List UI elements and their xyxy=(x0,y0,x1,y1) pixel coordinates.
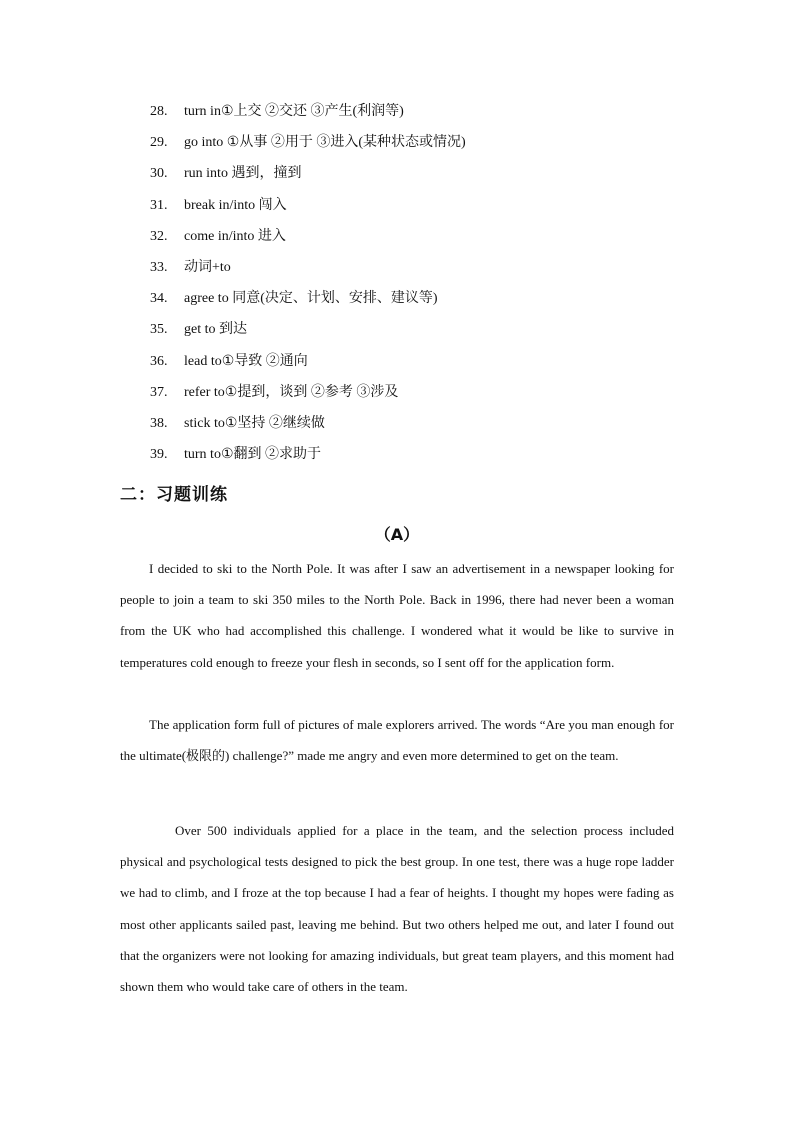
vocab-number: 36. xyxy=(150,353,168,369)
vocab-number: 30. xyxy=(150,166,168,182)
vocab-item xyxy=(150,379,710,410)
vocab-number: 34. xyxy=(150,291,168,307)
vocab-item xyxy=(150,285,710,316)
passage-paragraph-1 xyxy=(120,553,674,678)
vocab-number: 33. xyxy=(150,259,168,275)
passage-paragraph-3 xyxy=(120,815,674,1002)
section-heading: 二：习题训练 xyxy=(120,485,228,505)
paragraph-text: I decided to ski to the North Pole. It was after I saw an advertisement in a newspaper looking for people to join a team to ski 350 miles to the North Pole. Back in 1996, there had never been a woman from the UK who had accomplished this challenge. I wondered what it would be like to survive in temperatures cold enough to freeze your flesh in seconds, so I sent off for the application form. xyxy=(120,561,674,670)
vocab-text: turn to①翻到 ②求助于 xyxy=(184,447,321,463)
passage-label: （A） xyxy=(374,525,420,544)
vocab-item xyxy=(150,98,710,129)
vocab-number: 39. xyxy=(150,447,168,463)
vocab-text: stick to①坚持 ②继续做 xyxy=(184,415,325,431)
vocab-text: go into ①从事 ②用于 ③进入(某种状态或情况) xyxy=(184,135,466,151)
vocab-item xyxy=(150,223,710,254)
vocab-item xyxy=(150,410,710,441)
vocab-text: break in/into 闯入 xyxy=(184,197,287,213)
vocab-text: refer to①提到，谈到 ②参考 ③涉及 xyxy=(184,384,399,400)
vocab-number: 31. xyxy=(150,197,168,213)
vocab-item xyxy=(150,192,710,223)
paragraph-text: Over 500 individuals applied for a place in the team, and the selection process included physical and psychological tests designed to pick the best group. In one test, there was a huge rope ladder we had to climb, and I froze at the top because I had a fear of heights. I thought my hopes were fading as most other applicants sailed past, leaving me behind. But two others helped me out, and later I found out that the organizers were not looking for amazing individuals, but great team players, and this moment had shown them who would take care of others in the team. xyxy=(120,823,674,995)
vocab-item xyxy=(150,348,710,379)
vocab-item xyxy=(150,160,710,191)
vocab-item xyxy=(150,129,710,160)
vocab-text: get to 到达 xyxy=(184,322,247,338)
vocab-item xyxy=(150,316,710,347)
vocab-text: agree to 同意(决定、计划、安排、建议等) xyxy=(184,291,438,307)
vocab-item xyxy=(150,441,710,472)
vocab-text: 动词+to xyxy=(184,259,231,275)
vocab-text: run into 遇到，撞到 xyxy=(184,166,302,182)
vocab-number: 32. xyxy=(150,228,168,244)
vocab-number: 35. xyxy=(150,322,168,338)
vocab-text: lead to①导致 ②通向 xyxy=(184,353,308,369)
vocab-number: 38. xyxy=(150,415,168,431)
vocab-number: 37. xyxy=(150,384,168,400)
vocab-text: turn in①上交 ②交还 ③产生(利润等) xyxy=(184,104,404,119)
vocab-text: come in/into 进入 xyxy=(184,228,286,244)
vocabulary-list xyxy=(150,98,710,472)
vocab-number: 29. xyxy=(150,135,168,151)
passage-paragraph-2 xyxy=(120,709,674,771)
vocab-number: 28. xyxy=(150,104,168,119)
paragraph-text: The application form full of pictures of male explorers arrived. The words “Are you man enough for the ultimate(极限的) challenge?” made me angry and even more determined to get on the team. xyxy=(120,717,674,764)
vocab-item xyxy=(150,254,710,285)
